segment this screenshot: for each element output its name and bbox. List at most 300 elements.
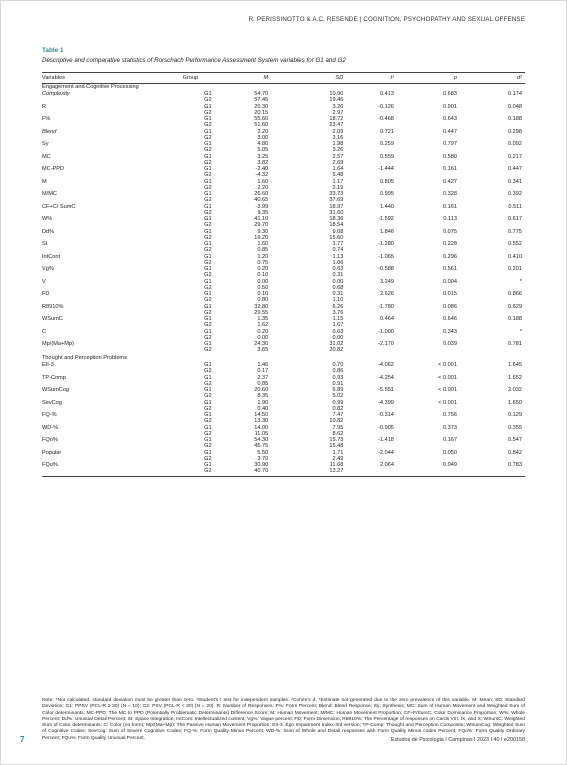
variable-name: Complexity <box>42 91 70 97</box>
mean-cell: 5.50 <box>257 449 269 456</box>
d-cell: 0.188 <box>508 316 522 322</box>
mean-cell: 2.20 <box>257 184 269 191</box>
d-cell: 2.032 <box>508 387 522 393</box>
header-t: t¹ <box>390 75 394 81</box>
mean-cell: 54.30 <box>254 437 269 443</box>
mean-cell: 29.55 <box>254 309 269 316</box>
mean-cell: 14.50 <box>254 412 269 418</box>
group-cell: G2 <box>204 222 212 229</box>
group-cell: G2 <box>204 405 212 412</box>
t-cell: -1.592 <box>378 216 394 222</box>
t-cell: 0.413 <box>379 91 394 97</box>
group-cell: G1 <box>204 462 212 468</box>
section-title: Engagement and Cognitive Processing <box>42 84 139 90</box>
d-cell: 0.547 <box>508 437 522 443</box>
group-cell: G2 <box>204 322 212 329</box>
variable-name: TP-Comp <box>42 374 66 381</box>
d-cell: 0.775 <box>508 228 522 235</box>
mean-cell: 9.30 <box>257 228 269 235</box>
p-cell: 0.015 <box>442 291 457 297</box>
variable-name: M <box>42 178 47 185</box>
sd-cell: 33.73 <box>329 191 344 197</box>
variable-name: SI <box>42 241 48 247</box>
group-cell: G2 <box>204 443 212 450</box>
variable-name: FQo% <box>42 437 58 443</box>
group-cell: G1 <box>204 191 212 197</box>
mean-cell: 5.05 <box>257 147 269 154</box>
mean-cell: 2.37 <box>257 374 269 381</box>
mean-cell: -4.32 <box>255 172 269 179</box>
mean-cell: 29.70 <box>254 222 269 229</box>
t-cell: -4.254 <box>378 374 394 381</box>
mean-cell: 3.00 <box>257 134 269 141</box>
group-cell: G1 <box>204 153 212 160</box>
group-cell: G1 <box>204 166 212 172</box>
t-cell: -0.314 <box>378 412 394 418</box>
mean-cell: 0.80 <box>257 297 269 304</box>
d-cell: 1.652 <box>508 374 522 381</box>
mean-cell: 19.20 <box>254 234 269 241</box>
sd-cell: 20.82 <box>329 347 344 354</box>
group-cell: G1 <box>204 228 212 235</box>
mean-cell: 1.60 <box>257 241 269 247</box>
variable-name: F% <box>42 116 51 122</box>
sd-cell: 1.17 <box>332 178 344 185</box>
d-cell: 0.341 <box>508 178 522 185</box>
sd-cell: 1.10 <box>332 297 344 304</box>
mean-cell: 0.50 <box>257 284 269 291</box>
sd-cell: 15.48 <box>329 443 344 450</box>
t-cell: -4.399 <box>378 399 394 406</box>
variable-name: Sy <box>42 141 49 147</box>
header-d: d² <box>517 75 522 81</box>
mean-cell: 0.85 <box>257 247 269 254</box>
t-cell: -1.418 <box>378 437 394 443</box>
group-cell: G2 <box>204 122 212 129</box>
group-cell: G1 <box>204 241 212 247</box>
group-cell: G1 <box>204 328 212 335</box>
sd-cell: 18.36 <box>329 216 344 222</box>
t-cell: -2.170 <box>378 341 394 347</box>
mean-cell: 0.85 <box>257 380 269 387</box>
table-header-row <box>42 74 525 83</box>
variable-name: MC-PPD <box>42 166 65 172</box>
t-cell: 0.259 <box>379 141 394 147</box>
variable-name: R <box>42 103 47 110</box>
t-cell: -1.000 <box>378 328 394 335</box>
mean-cell: 1.20 <box>257 253 269 260</box>
group-cell: G2 <box>204 197 212 204</box>
mean-cell: 3.82 <box>257 159 269 166</box>
sd-cell: 10.90 <box>329 91 344 97</box>
t-cell: -0.905 <box>378 424 394 431</box>
p-cell: 0.296 <box>442 253 457 260</box>
d-cell: 0.781 <box>508 341 522 347</box>
p-cell: 0.161 <box>442 203 457 210</box>
variable-name: MC <box>42 153 51 160</box>
journal-footer: Estudos de Psicologia I Campinas I 2023 I 40 I e200158 <box>390 737 525 743</box>
sd-cell: 0.63 <box>332 328 344 335</box>
header-mean: M <box>263 75 269 81</box>
group-cell: G2 <box>204 247 212 254</box>
p-cell: < 0.001 <box>438 362 457 368</box>
group-cell: G2 <box>204 272 212 279</box>
mean-cell: 20.60 <box>254 387 269 393</box>
mean-cell: 0.10 <box>257 291 269 297</box>
group-cell: G2 <box>204 147 212 154</box>
group-cell: G2 <box>204 184 212 191</box>
sd-cell: 0.31 <box>332 272 344 279</box>
p-cell: 0.039 <box>442 341 457 347</box>
mean-cell: 8.35 <box>257 393 269 400</box>
group-cell: G1 <box>204 203 212 210</box>
mean-cell: 0.20 <box>257 328 269 335</box>
d-cell: 0.201 <box>508 266 522 272</box>
header-variables: Variables <box>42 75 65 81</box>
mean-cell: 4.80 <box>257 141 269 147</box>
sd-cell: 2.57 <box>332 153 344 160</box>
sd-cell: 1.15 <box>332 316 344 322</box>
mean-cell: -3.99 <box>255 203 269 210</box>
mean-cell: 55.60 <box>254 116 269 122</box>
mean-cell: 13.30 <box>254 418 269 425</box>
sd-cell: 0.63 <box>332 266 344 272</box>
t-cell: 2.064 <box>379 462 394 468</box>
mean-cell: 41.10 <box>254 216 269 222</box>
group-cell: G1 <box>204 128 212 135</box>
sd-cell: 3.16 <box>332 134 344 141</box>
mean-cell: 11.05 <box>254 430 269 437</box>
group-cell: G2 <box>204 159 212 166</box>
group-cell: G1 <box>204 374 212 381</box>
group-cell: G1 <box>204 303 212 310</box>
sd-cell: 2.97 <box>332 109 344 116</box>
p-cell: 0.797 <box>442 141 457 147</box>
sd-cell: 1.13 <box>332 253 344 260</box>
variable-name: Dd% <box>42 228 55 235</box>
d-cell: 0.217 <box>508 153 522 160</box>
group-cell: G2 <box>204 309 212 316</box>
section-row <box>42 83 525 91</box>
variable-name: R8910% <box>42 303 64 310</box>
sd-cell: 6.26 <box>332 303 344 310</box>
sd-cell: 11.68 <box>329 462 344 468</box>
p-cell: 0.580 <box>442 153 457 160</box>
group-cell: G1 <box>204 91 212 97</box>
p-cell: 0.427 <box>442 178 457 185</box>
sd-cell: 8.62 <box>332 430 344 437</box>
group-cell: G1 <box>204 291 212 297</box>
group-cell: G1 <box>204 266 212 272</box>
variable-name: WSumC <box>42 316 63 322</box>
t-cell: 3.249 <box>379 278 394 285</box>
t-cell: -4.062 <box>378 362 394 368</box>
group-cell: G2 <box>204 259 212 266</box>
group-cell: G2 <box>204 455 212 462</box>
sd-cell: 15.73 <box>329 437 344 443</box>
sd-cell: 2.49 <box>332 455 344 462</box>
t-cell: 0.464 <box>379 316 394 322</box>
t-cell: 0.805 <box>379 178 394 185</box>
p-cell: 0.646 <box>442 316 457 322</box>
group-cell: G1 <box>204 449 212 456</box>
mean-cell: 0.20 <box>257 266 269 272</box>
group-cell: G1 <box>204 387 212 393</box>
t-cell: -0.126 <box>378 103 394 110</box>
p-cell <box>404 468 465 474</box>
group-cell: G1 <box>204 316 212 322</box>
sd-cell: 7.95 <box>332 424 344 431</box>
mean-cell: 0.00 <box>257 278 269 285</box>
t-cell: 0.995 <box>379 191 394 197</box>
d-cell: 0.298 <box>508 128 522 135</box>
sd-cell: 0.70 <box>332 362 344 368</box>
mean-cell: 0.00 <box>257 334 269 341</box>
p-cell: 0.373 <box>442 424 457 431</box>
group-cell: G1 <box>204 216 212 222</box>
group-cell: G1 <box>204 437 212 443</box>
d-cell: 1.650 <box>508 399 522 406</box>
d-cell: 0.783 <box>508 462 522 468</box>
mean-cell: 20.15 <box>254 109 269 116</box>
variable-name: WD-% <box>42 424 59 431</box>
d-cell: 0.392 <box>508 191 522 197</box>
d-cell: 0.092 <box>508 141 522 147</box>
mean-cell: 1.60 <box>257 178 269 185</box>
mean-cell: 45.75 <box>254 443 269 450</box>
sd-cell: 5.48 <box>332 172 344 179</box>
group-cell: G2 <box>204 430 212 437</box>
page-number: 7 <box>20 735 25 744</box>
sd-cell: 0.91 <box>332 380 344 387</box>
group-cell: G2 <box>204 297 212 304</box>
sd-cell: 6.89 <box>332 387 344 393</box>
sd-cell: 23.47 <box>329 122 344 129</box>
sd-cell: 18.54 <box>329 222 344 229</box>
group-cell: G1 <box>204 399 212 406</box>
group-cell: G1 <box>204 116 212 122</box>
mean-cell: 14.00 <box>254 424 269 431</box>
sd-cell: 3.76 <box>332 309 344 316</box>
group-cell: G1 <box>204 141 212 147</box>
sd-cell: 31.60 <box>329 209 344 216</box>
sd-cell: 1.06 <box>332 259 344 266</box>
d-cell: 0.048 <box>508 103 522 110</box>
sd-cell: 37.69 <box>329 197 344 204</box>
group-cell: G1 <box>204 424 212 431</box>
p-cell: 0.167 <box>442 437 457 443</box>
statistics-table <box>42 74 525 475</box>
d-cell: 0.617 <box>508 216 522 222</box>
t-cell <box>351 468 404 474</box>
p-cell: 0.643 <box>442 116 457 122</box>
d-cell: 0.188 <box>508 116 522 122</box>
sd-cell: 2.69 <box>332 159 344 166</box>
sd-cell: 0.86 <box>332 368 344 375</box>
mean-cell: 24.30 <box>254 341 269 347</box>
table-footnote: Note: *Not calculated, standard deviation must be greater than zero. ¹Student's t test for independent samples. ²Cohen's d. *Estimate not generated due to the zero prevalence of this variable. M: Mean; SD: Standard Deviation; G1: PPSV (PCL-R ≥ 30) (N = 10); G2: PSV (PCL-R < 30) (N = 20). R: Number of Responses; F%: Form Percent; Blend: Blend Response; Sy: Synthesis; MC: Sum of Human Movement and Weighted Sum of Color determinants; MC-PPD: The MC to PPD (Potentially Problematic Determinants) Difference Score; M: Human Movement; M/MC: Human Movement Proportion; CF+F/SumC: Color Dominance Proportion; W%: Whole Percent; Dd%: Unusual Detail Percent; SI: Space Integration; IntCont: Intellectualized content; Vg%: Vague percent; FD: Form Dimension; R8910%: The Percentage of responses on Cards VIII, IX, and X; WSumC: Weighted Sum of Color determinants; C: Color (no form); Mp/(Ma+Mp): The Passive Human Movement Proportion; EII-3: Ego Impairment Index-3rd version; TP-Comp: Thought and Perception Composite; WSumCog: Weighted Sum of Cognitive Codes; SevCog: Sum of Severe Cognitive Codes; FQ-%: Form Quality Minus Percent; WD-%: Sum of Whole and Detail responses with Form Quality Minus codes Percent; FQo%: Form Quality Ordinary Percent; FQu%: Form Quality Unusual Percent. <box>42 698 525 741</box>
mean-cell: 51.60 <box>254 122 269 129</box>
t-cell: 2.626 <box>379 291 394 297</box>
t-cell: 0.721 <box>379 128 394 135</box>
variable-name: C <box>42 328 47 335</box>
p-cell: 0.447 <box>442 128 457 135</box>
mean-cell: 20.30 <box>254 103 269 110</box>
sd-cell: 0.31 <box>332 291 344 297</box>
group-cell: G1 <box>204 362 212 368</box>
variable-name: Popular <box>42 449 62 456</box>
sd-cell: 0.00 <box>332 334 344 341</box>
variable-name: V <box>42 278 46 285</box>
t-cell: -5.551 <box>378 387 394 393</box>
table-bottom-rule <box>42 476 525 477</box>
table-caption: Descriptive and comparative statistics of Rorschach Performance Assessment System variables for G1 and G2 <box>42 57 346 64</box>
d-cell: 0.552 <box>508 241 522 247</box>
sd-cell: 1.77 <box>332 241 344 247</box>
sd-cell: 0.00 <box>332 278 344 285</box>
sd-cell: 1.71 <box>332 449 344 456</box>
d-cell: 0.842 <box>508 449 522 456</box>
table-row <box>42 468 525 474</box>
table-label: Table 1 <box>42 47 64 54</box>
variable-name: IntCont <box>42 253 61 260</box>
group-cell: G1 <box>204 103 212 110</box>
sd-cell: 1.98 <box>332 141 344 147</box>
p-cell: 0.161 <box>442 166 457 172</box>
p-cell: 0.113 <box>443 216 457 222</box>
p-cell: 0.049 <box>442 462 457 468</box>
group-cell: G2 <box>204 368 212 375</box>
group-cell: G1 <box>204 341 212 347</box>
sd-cell: 5.02 <box>332 393 344 400</box>
group-cell: G2 <box>204 380 212 387</box>
header-p: p <box>453 75 457 81</box>
group-cell: G1 <box>204 178 212 185</box>
sd-cell: 15.60 <box>329 234 344 241</box>
variable-name: M/MC <box>42 191 57 197</box>
sd-cell: 0.82 <box>332 405 344 412</box>
variable-name-empty <box>42 468 166 474</box>
p-cell: 0.901 <box>442 103 457 110</box>
d-cell: 0.355 <box>508 424 522 431</box>
sd-cell: 19.46 <box>329 97 344 104</box>
group-cell: G1 <box>204 412 212 418</box>
group-cell: G2 <box>204 172 212 179</box>
t-cell: -1.780 <box>378 303 394 310</box>
variable-name: FD <box>42 291 50 297</box>
d-cell: 1.645 <box>508 362 522 368</box>
d-cell: 0.447 <box>508 166 522 172</box>
group-cell: G1 <box>204 253 212 260</box>
variable-name: FQu% <box>42 462 58 468</box>
t-cell: 0.559 <box>379 153 394 160</box>
mean-cell: 1.35 <box>257 316 269 322</box>
d-cell: 0.629 <box>508 303 522 310</box>
p-cell: 0.075 <box>442 228 457 235</box>
table-top-rule <box>42 72 525 73</box>
variable-name: W% <box>42 216 53 222</box>
variable-name: Blend <box>42 128 57 135</box>
d-cell: 0.129 <box>508 412 522 418</box>
sd-cell: 18.72 <box>329 116 344 122</box>
d-cell: 0.410 <box>508 253 522 260</box>
table-body <box>42 83 525 475</box>
t-cell: -0.588 <box>378 266 394 272</box>
sd-cell: 0.93 <box>332 374 344 381</box>
p-cell: < 0.001 <box>438 387 457 393</box>
variable-name: Mp/(Ma+Mp) <box>42 341 74 347</box>
d-cell: 0.174 <box>508 91 522 97</box>
p-cell: 0.683 <box>442 91 457 97</box>
mean-cell: 26.60 <box>254 191 269 197</box>
d-cell: * <box>519 328 522 335</box>
section-row <box>42 354 525 363</box>
sd-cell: 7.47 <box>332 412 344 418</box>
group-cell: G2 <box>204 393 212 400</box>
d-cell: 0.511 <box>508 203 522 210</box>
group-cell: G2 <box>204 347 212 354</box>
variable-name: WSumCog <box>42 387 70 393</box>
group-cell: G2 <box>204 334 212 341</box>
sd-cell: 3.26 <box>332 147 344 154</box>
d-cell <box>465 468 525 474</box>
t-cell: -2.044 <box>378 449 394 456</box>
section-title: Thought and Perception Problems <box>42 354 127 361</box>
t-cell: -0.468 <box>378 116 394 122</box>
mean-cell: 1.46 <box>257 362 269 368</box>
p-cell: 0.050 <box>442 449 457 456</box>
group-cell: G2 <box>204 284 212 291</box>
sd-cell: 1.64 <box>332 166 344 172</box>
variable-name: EII-3 <box>42 362 54 368</box>
group-cell: G2 <box>204 468 212 475</box>
p-cell: 0.086 <box>442 303 457 310</box>
mean-cell: 1.62 <box>257 322 269 329</box>
mean-cell: 0.17 <box>257 368 269 375</box>
running-head: R. PERISSINOTTO & A.C. RESENDE | COGNITION, PSYCHOPATHY AND SEXUAL OFFENSE <box>248 16 525 23</box>
group-cell: G2 <box>204 418 212 425</box>
t-cell: 1.440 <box>379 203 394 210</box>
p-cell: 0.561 <box>442 266 457 272</box>
header-sd: SD <box>335 75 344 81</box>
variable-name: FQ-% <box>42 412 57 418</box>
sd-cell: 18.97 <box>329 203 344 210</box>
d-cell: * <box>519 278 522 285</box>
sd-cell: 3.26 <box>332 103 344 110</box>
sd-cell: 31.02 <box>329 341 344 347</box>
mean-cell: 32.80 <box>254 303 269 310</box>
group-cell: G2 <box>204 109 212 116</box>
mean-cell: 9.35 <box>257 209 269 216</box>
sd-cell: 2.09 <box>332 128 344 135</box>
p-cell: 0.004 <box>442 278 457 285</box>
sd-cell: 10.82 <box>329 418 344 425</box>
variable-name: CF+C/ SumC <box>42 203 76 210</box>
sd-cell: 0.68 <box>332 284 344 291</box>
group-cell: G1 <box>204 278 212 285</box>
mean-cell: 3.25 <box>257 153 269 160</box>
p-cell: 0.328 <box>442 191 457 197</box>
group-cell: G2 <box>204 97 212 104</box>
group-cell: G2 <box>204 234 212 241</box>
sd-cell: 9.08 <box>332 228 344 235</box>
sd-cell: 0.74 <box>332 247 344 254</box>
mean-cell: 1.90 <box>257 399 269 406</box>
sd-cell: 1.67 <box>332 322 344 329</box>
mean-cell: 40.65 <box>254 197 269 204</box>
mean-cell: 54.70 <box>254 91 269 97</box>
mean-cell: 0.40 <box>257 405 269 412</box>
